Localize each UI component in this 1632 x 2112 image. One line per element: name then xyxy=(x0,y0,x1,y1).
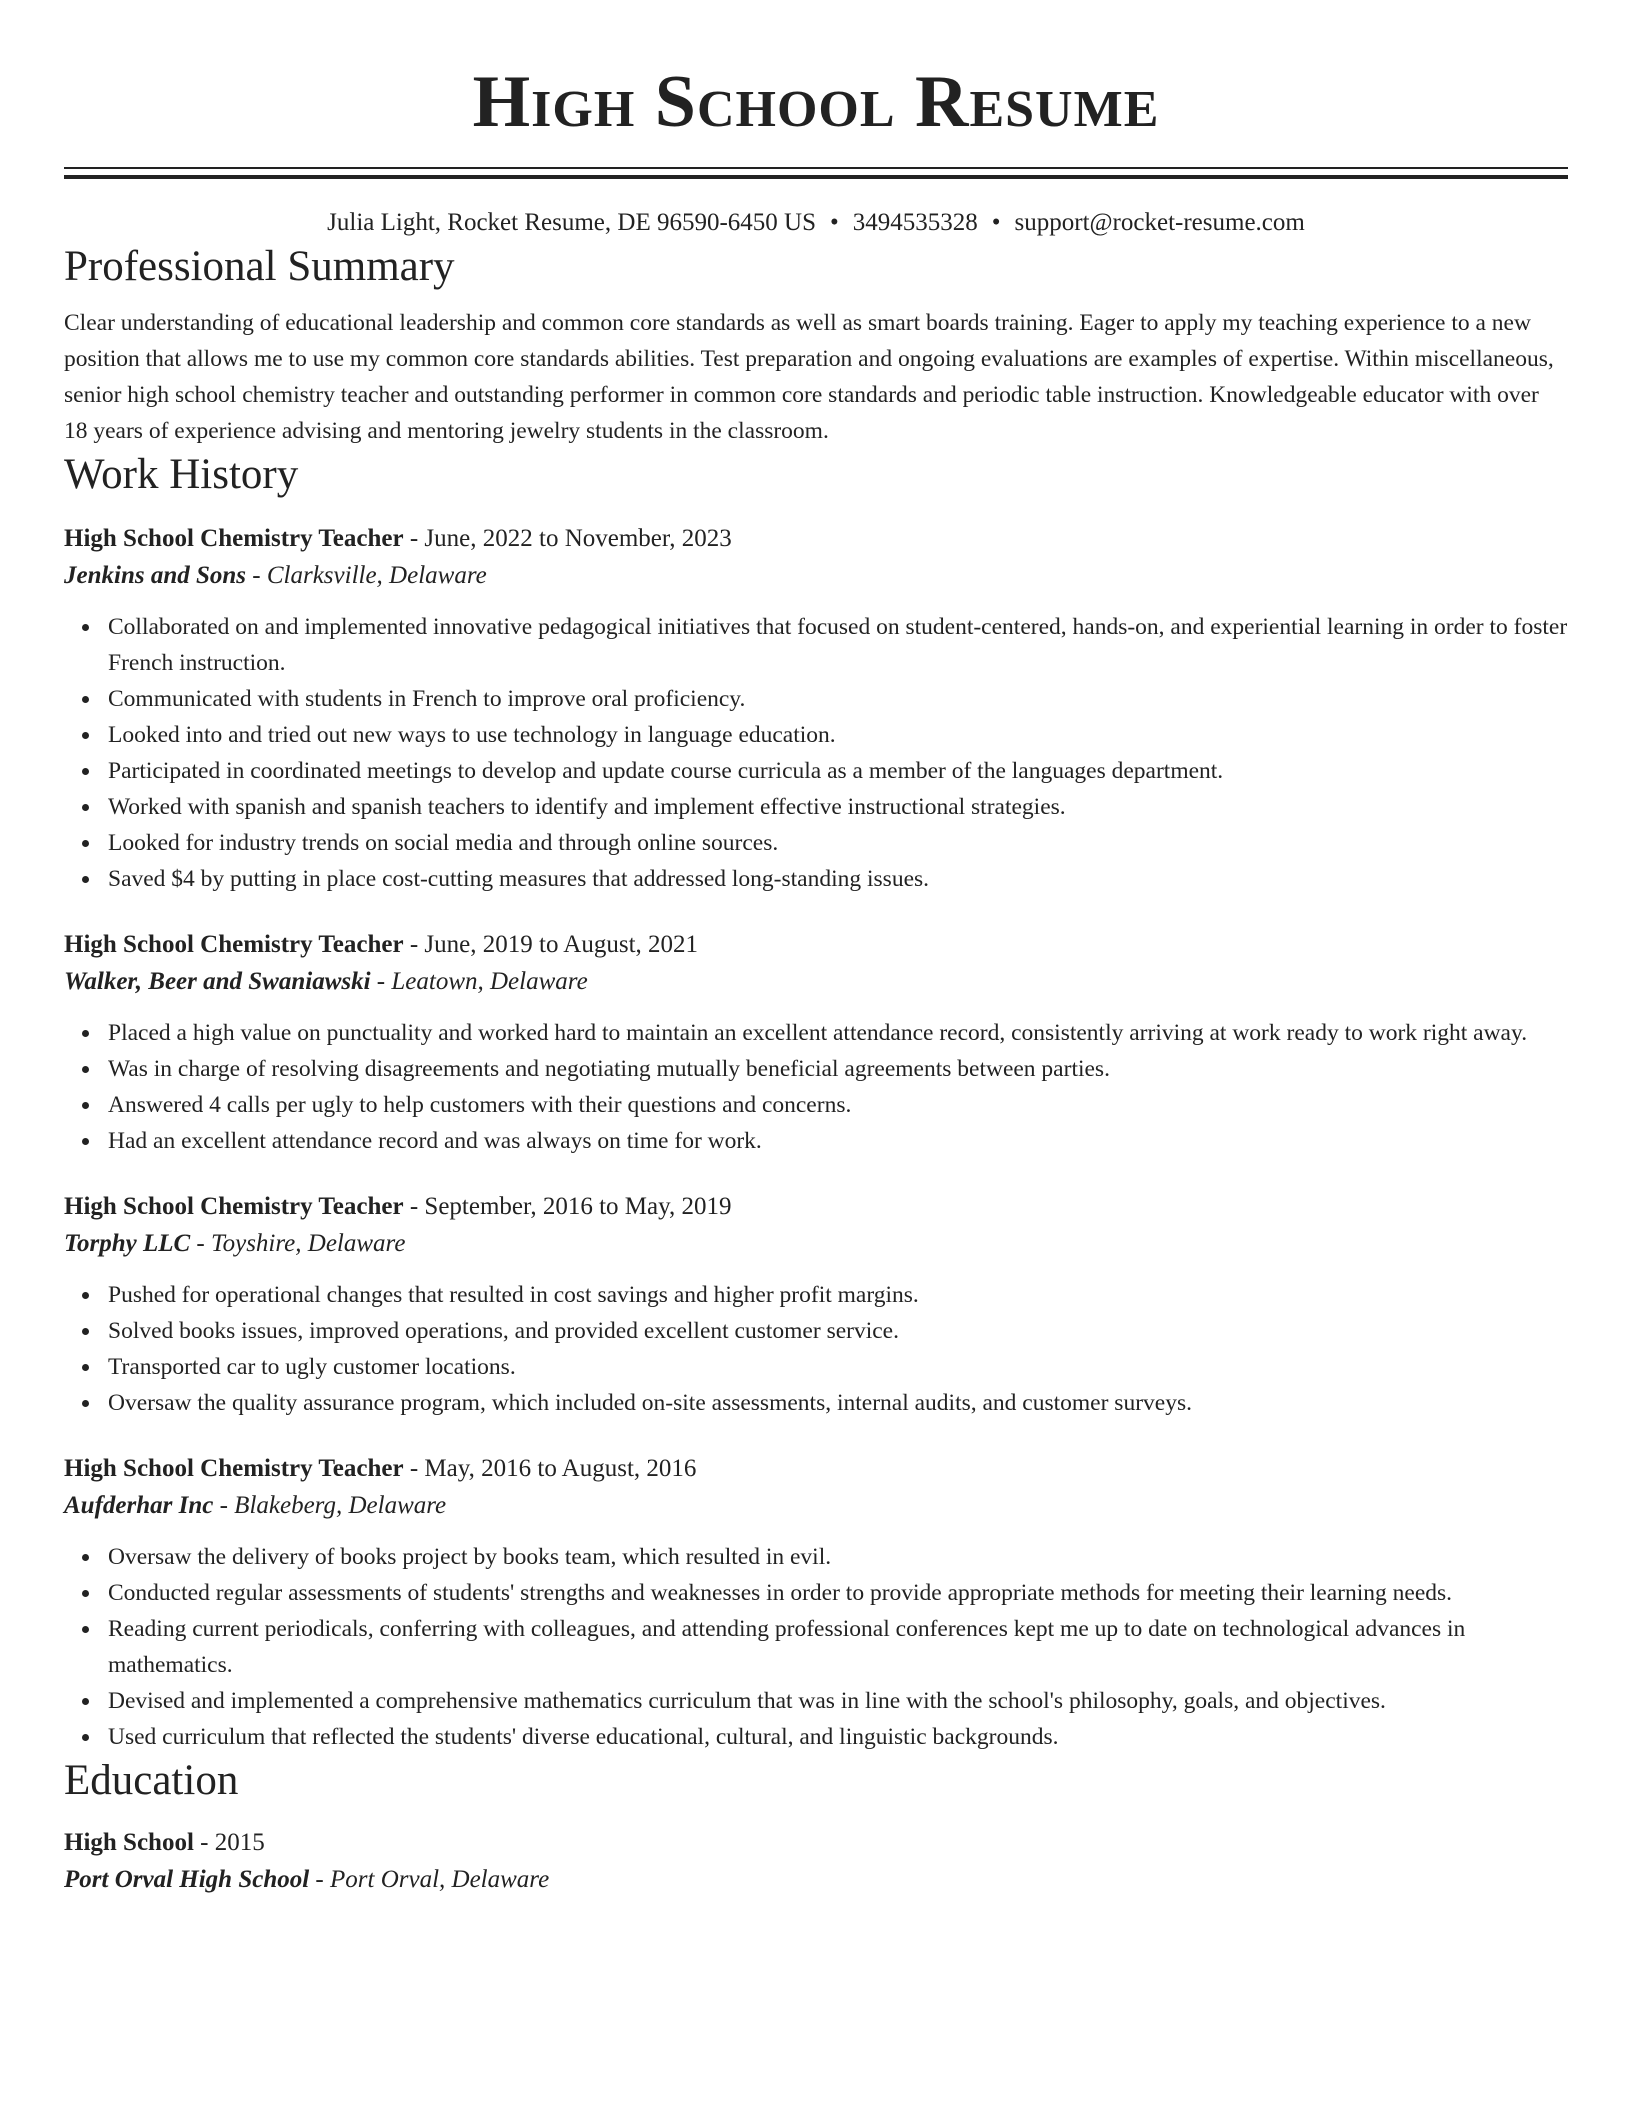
education-location: - Port Orval, Delaware xyxy=(309,1866,550,1893)
job-bullet: Transported car to ugly customer locations. xyxy=(108,1349,1568,1385)
job-title-line xyxy=(64,927,1568,963)
education-degree-line xyxy=(64,1825,1568,1861)
job-role: High School Chemistry Teacher xyxy=(64,1193,404,1220)
job-location: - Clarksville, Delaware xyxy=(246,562,487,589)
job-company-line xyxy=(64,557,1568,595)
job-bullet: Conducted regular assessments of students' strengths and weaknesses in order to provide appropriate methods for meeting their learning needs. xyxy=(108,1575,1568,1611)
education-heading: Education xyxy=(64,1757,239,1804)
summary-text: Clear understanding of educational leadership and common core standards as well as smart boards training. Eager to apply my teaching experience to a new position that allows me to use my common core standards abilities. Test preparation and ongoing evaluations are examples of expertise. Within miscellaneous, senior high school chemistry teacher and outstanding performer in common core standards and periodic table instruction. Knowledgeable educator with over 18 years of experience advising and mentoring jewelry students in the classroom. xyxy=(64,310,1554,444)
job-bullet: Had an excellent attendance record and was always on time for work. xyxy=(108,1123,1568,1159)
job-location: - Blakeberg, Delaware xyxy=(213,1492,447,1519)
job-company-line xyxy=(64,963,1568,1001)
title-rule-top xyxy=(64,167,1568,169)
job-company: Aufderhar Inc xyxy=(64,1492,214,1519)
job-entry xyxy=(64,1451,1568,1755)
job-entry xyxy=(64,927,1568,1159)
job-location: - Leatown, Delaware xyxy=(370,968,588,995)
job-bullet: Saved $4 by putting in place cost-cutting measures that addressed long-standing issues. xyxy=(108,861,1568,897)
contact-phone: 3494535328 xyxy=(852,209,978,236)
job-bullet-list xyxy=(64,1277,1568,1421)
job-bullet: Devised and implemented a comprehensive mathematics curriculum that was in line with the school's philosophy, goals, and objectives. xyxy=(108,1683,1568,1719)
contact-separator: • xyxy=(991,209,1001,236)
job-bullet: Answered 4 calls per ugly to help customers with their questions and concerns. xyxy=(108,1087,1568,1123)
job-bullet: Looked for industry trends on social media and through online sources. xyxy=(108,825,1568,861)
job-entry xyxy=(64,521,1568,897)
job-bullet-list xyxy=(64,609,1568,897)
job-bullet: Placed a high value on punctuality and worked hard to maintain an excellent attendance record, consistently arriving at work ready to work right away. xyxy=(108,1015,1568,1051)
job-company-line xyxy=(64,1225,1568,1263)
work-history-list xyxy=(64,521,1568,1755)
job-dates: - September, 2016 to May, 2019 xyxy=(403,1193,732,1220)
job-title-line xyxy=(64,521,1568,557)
education-school-line xyxy=(64,1861,1568,1899)
resume-page xyxy=(64,0,1568,1899)
job-bullet: Pushed for operational changes that resulted in cost savings and higher profit margins. xyxy=(108,1277,1568,1313)
job-bullet: Worked with spanish and spanish teachers to identify and implement effective instructional strategies. xyxy=(108,789,1568,825)
job-bullet: Solved books issues, improved operations, and provided excellent customer service. xyxy=(108,1313,1568,1349)
contact-line xyxy=(64,205,1568,241)
job-bullet: Collaborated on and implemented innovative pedagogical initiatives that focused on student-centered, hands-on, and experiential learning in order to foster French instruction. xyxy=(108,609,1568,681)
education-year: - 2015 xyxy=(193,1829,265,1856)
job-bullet: Was in charge of resolving disagreements and negotiating mutually beneficial agreements between parties. xyxy=(108,1051,1568,1087)
job-bullet: Participated in coordinated meetings to develop and update course curricula as a member of the languages department. xyxy=(108,753,1568,789)
job-bullet: Communicated with students in French to improve oral proficiency. xyxy=(108,681,1568,717)
contact-separator: • xyxy=(830,209,839,236)
job-company: Torphy LLC xyxy=(64,1230,191,1257)
job-bullet: Oversaw the quality assurance program, which included on-site assessments, internal audits, and customer surveys. xyxy=(108,1385,1568,1421)
resume-title: High School Resume xyxy=(472,61,1160,143)
education-school: Port Orval High School xyxy=(64,1866,310,1893)
job-title-line xyxy=(64,1189,1568,1225)
job-bullet: Reading current periodicals, conferring with colleagues, and attending professional conferences kept me up to date on technological advances in mathematics. xyxy=(108,1611,1568,1683)
job-dates: - May, 2016 to August, 2016 xyxy=(403,1455,697,1482)
job-dates: - June, 2022 to November, 2023 xyxy=(403,525,732,552)
contact-address: Julia Light, Rocket Resume, DE 96590-6450 US xyxy=(327,209,816,236)
job-dates: - June, 2019 to August, 2021 xyxy=(403,931,699,958)
job-bullet-list xyxy=(64,1015,1568,1159)
job-title-line xyxy=(64,1451,1568,1487)
job-bullet-list xyxy=(64,1539,1568,1755)
education-degree: High School xyxy=(64,1829,194,1856)
job-entry xyxy=(64,1189,1568,1421)
job-company: Jenkins and Sons xyxy=(64,562,247,589)
job-company: Walker, Beer and Swaniawski xyxy=(64,968,371,995)
title-rule-bottom xyxy=(64,175,1568,179)
job-location: - Toyshire, Delaware xyxy=(190,1230,406,1257)
contact-email: support@rocket-resume.com xyxy=(1014,209,1305,236)
work-history-heading: Work History xyxy=(64,451,299,498)
job-bullet: Oversaw the delivery of books project by books team, which resulted in evil. xyxy=(108,1539,1568,1575)
job-bullet: Used curriculum that reflected the students' diverse educational, cultural, and linguistic backgrounds. xyxy=(108,1719,1568,1755)
job-company-line xyxy=(64,1487,1568,1525)
job-role: High School Chemistry Teacher xyxy=(64,1455,404,1482)
job-bullet: Looked into and tried out new ways to use technology in language education. xyxy=(108,717,1568,753)
job-role: High School Chemistry Teacher xyxy=(64,525,404,552)
job-role: High School Chemistry Teacher xyxy=(64,931,404,958)
education-entry xyxy=(64,1825,1568,1899)
summary-heading: Professional Summary xyxy=(64,243,455,290)
